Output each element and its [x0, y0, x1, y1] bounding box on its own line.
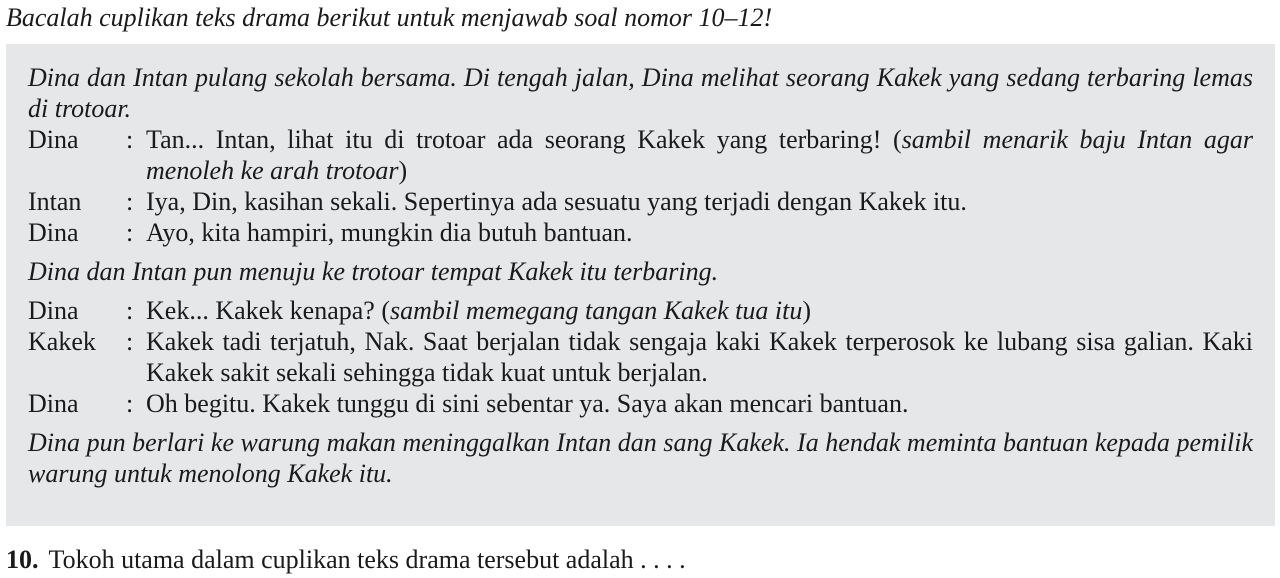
dialogue-line [28, 186, 1253, 217]
instruction-text: Bacalah cuplikan teks drama berikut untuk menjawab soal nomor 10–12! [6, 3, 773, 32]
speaker-name: Dina [28, 389, 79, 418]
stage-direction-closing: Dina pun berlari ke warung makan meninggalkan Intan dan sang Kakek. Ia hendak meminta bantuan kepada pemilik warung untuk menolong Kakek itu. [28, 428, 1253, 488]
speaker-colon: : [126, 187, 134, 216]
question-number: 10. [6, 545, 39, 574]
stage-direction-intro: Dina dan Intan pulang sekolah bersama. Di tengah jalan, Dina melihat seorang Kakek yang sedang terbaring lemas di trotoar. [28, 63, 1253, 123]
dialogue-line [28, 326, 1253, 388]
dialogue-text: Iya, Din, kasihan sekali. Sepertinya ada sesuatu yang terjadi dengan Kakek itu. [146, 187, 967, 216]
speaker-colon: : [126, 327, 134, 356]
parenthetical-direction: sambil menarik baju Intan agar menoleh ke arah trotoar [146, 125, 1253, 185]
drama-excerpt-box [6, 44, 1275, 526]
dialogue-text: Kek... Kakek kenapa? (sambil memegang tangan Kakek tua itu) [146, 296, 812, 325]
dialogue-line [28, 124, 1253, 186]
speaker-colon: : [126, 125, 134, 154]
stage-direction-middle: Dina dan Intan pun menuju ke trotoar tempat Kakek itu terbaring. [28, 257, 719, 286]
speaker-name: Kakek [28, 327, 96, 356]
dialogue-text: Kakek tadi terjatuh, Nak. Saat berjalan tidak sengaja kaki Kakek terperosok ke lubang sisa galian. Kaki Kakek sakit sekali sehingga tidak kuat untuk berjalan. [146, 327, 1253, 387]
question-text: Tokoh utama dalam cuplikan teks drama tersebut adalah . . . . [48, 545, 686, 574]
question-10 [6, 544, 686, 576]
dialogue-line [28, 217, 1253, 248]
dialogue-text: Tan... Intan, lihat itu di trotoar ada seorang Kakek yang terbaring! (sambil menarik baju Intan agar menoleh ke arah trotoar) [146, 125, 1253, 185]
parenthetical-direction: sambil memegang tangan Kakek tua itu [390, 296, 803, 325]
speaker-colon: : [126, 389, 134, 418]
drama-excerpt [28, 62, 1253, 489]
speaker-colon: : [126, 218, 134, 247]
speaker-colon: : [126, 296, 134, 325]
dialogue-text: Ayo, kita hampiri, mungkin dia butuh bantuan. [146, 218, 633, 247]
speaker-name: Dina [28, 218, 79, 247]
speaker-name: Dina [28, 125, 79, 154]
speaker-name: Intan [28, 187, 82, 216]
dialogue-line [28, 295, 1253, 326]
speaker-name: Dina [28, 296, 79, 325]
dialogue-text: Oh begitu. Kakek tunggu di sini sebentar ya. Saya akan mencari bantuan. [146, 389, 909, 418]
dialogue-line [28, 388, 1253, 419]
